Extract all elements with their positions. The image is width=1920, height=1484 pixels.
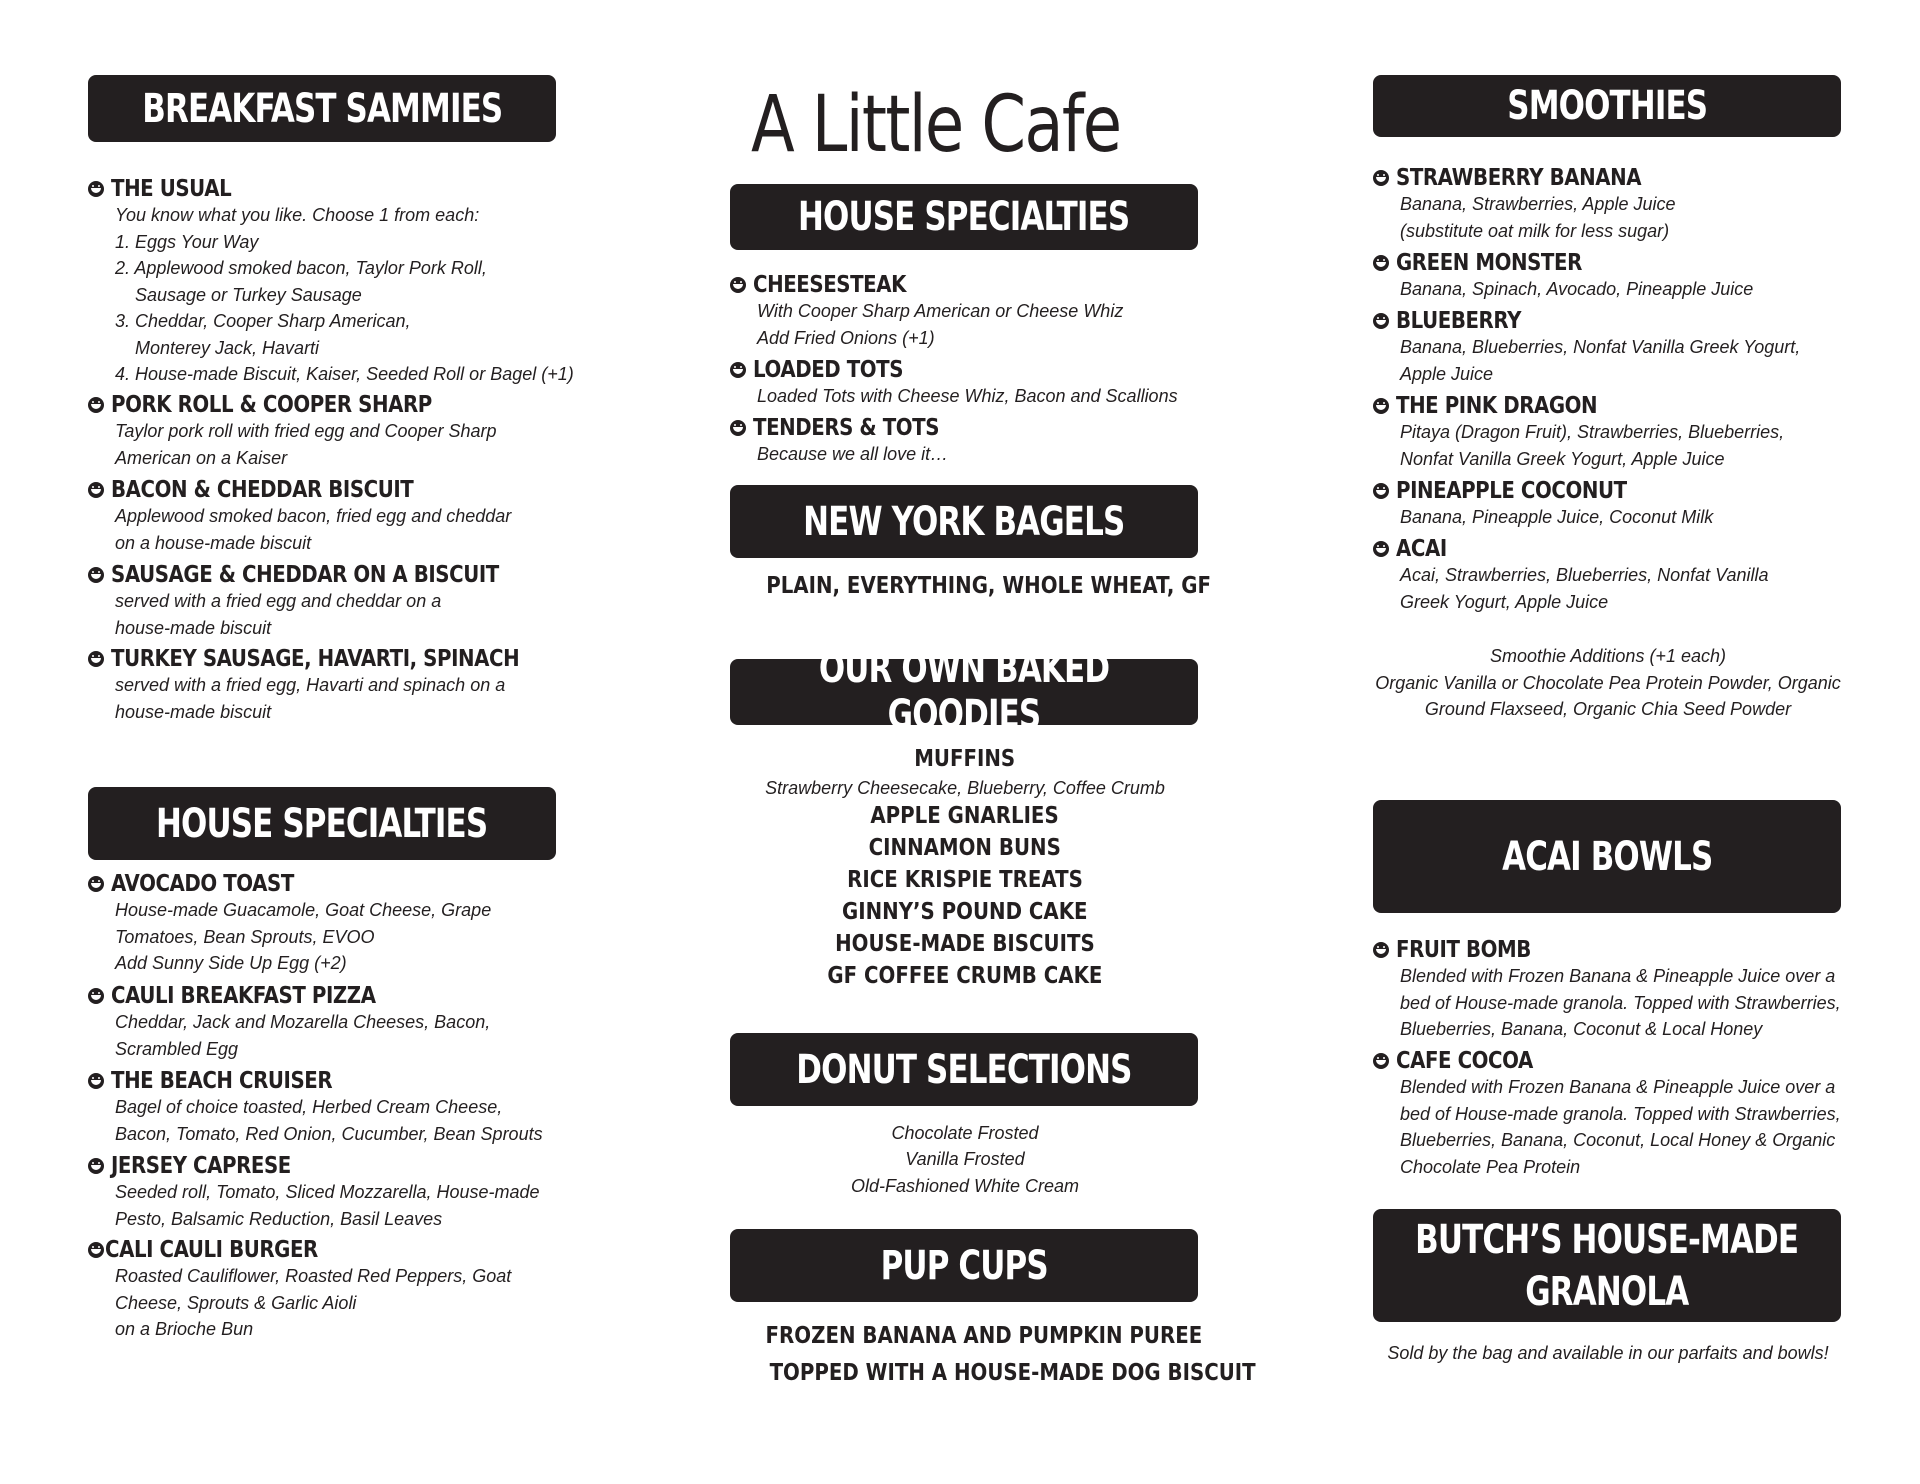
item-desc-line: Seeded roll, Tomato, Sliced Mozzarella, House-made [115,1182,540,1202]
item-desc-line: Apple Juice [1400,363,1494,384]
item-desc-line: Blended with Frozen Banana & Pineapple Juice over a [1400,966,1836,986]
menu-item [88,983,490,1062]
section-title: ACAI BOWLS [1501,833,1713,880]
item-name: SAUSAGE & CHEDDAR ON A BISCUIT [111,562,499,588]
item-name: THE PINK DRAGON [1396,393,1598,419]
item-name: STRAWBERRY BANANA [1396,165,1642,191]
smiley-icon [1373,255,1389,271]
menu-item [88,646,586,725]
item-desc-line: Greek Yogurt, Apple Juice [1400,591,1609,612]
donut-item: Chocolate Frosted [891,1123,1039,1143]
pup-cups-line [730,1323,1203,1349]
item-desc-line: Pesto, Balsamic Reduction, Basil Leaves [115,1208,443,1229]
pup-cups-text: TOPPED WITH A HOUSE-MADE DOG BISCUIT [769,1360,1256,1386]
item-name: CALI CAULI BURGER [105,1237,318,1263]
item-desc-line: Taylor pork roll with fried egg and Cooper Sharp [115,421,497,441]
item-desc-line: With Cooper Sharp American or Cheese Whiz [757,301,1124,321]
item-desc-line: 2. Applewood smoked bacon, Taylor Pork Roll, [115,258,487,278]
smiley-icon [1373,541,1389,557]
item-name: CAFE COCOA [1396,1048,1533,1074]
section-title: SMOOTHIES [1507,83,1707,129]
item-name: PORK ROLL & COOPER SHARP [111,392,432,418]
baked-item-text: GF COFFEE CRUMB CAKE [827,963,1103,989]
item-name: CHEESESTEAK [753,272,907,298]
item-desc-line: Acai, Strawberries, Blueberries, Nonfat Vanilla [1400,565,1769,585]
menu-item [730,415,969,468]
item-name: LOADED TOTS [753,357,904,383]
smiley-icon [88,1073,104,1089]
pup-cups-line [730,1360,1256,1386]
granola-header [1373,1209,1841,1322]
item-desc-line: Banana, Pineapple Juice, Coconut Milk [1400,507,1714,527]
item-name: ACAI [1396,536,1447,562]
item-desc-line: Banana, Spinach, Avocado, Pineapple Juice [1400,279,1754,299]
baked-item-text: HOUSE-MADE BISCUITS [835,931,1095,957]
item-desc-line: Monterey Jack, Havarti [135,337,320,358]
smiley-icon [1373,483,1389,499]
smoothie-additions-line: Ground Flaxseed, Organic Chia Seed Powder [1424,699,1792,719]
item-desc-line: Roasted Cauliflower, Roasted Red Peppers, Goat [115,1266,512,1286]
muffin-flavors: Strawberry Cheesecake, Blueberry, Coffee Crumb [765,778,1165,798]
item-desc-line: served with a fried egg, Havarti and spinach on a [115,675,506,695]
section-title: GRANOLA [1525,1268,1689,1315]
logo-text: A Little Cafe [751,80,1121,170]
smiley-icon [1373,313,1389,329]
item-desc-line: 4. House-made Biscuit, Kaiser, Seeded Roll or Bagel (+1) [115,364,574,384]
baked-item [730,867,1200,893]
pup-cups-header [730,1229,1198,1302]
item-desc-line: Pitaya (Dragon Fruit), Strawberries, Blueberries, [1400,422,1785,442]
baked-item-text: RICE KRISPIE TREATS [847,867,1083,893]
pup-cups-text: FROZEN BANANA AND PUMPKIN PUREE [765,1323,1203,1349]
smiley-icon [88,397,104,413]
item-desc-line: house-made biscuit [115,617,272,638]
menu-item [88,1068,543,1147]
item-name: TENDERS & TOTS [753,415,940,441]
item-desc-line: bed of House-made granola. Topped with Strawberries, [1400,992,1841,1013]
smiley-icon [88,651,104,667]
section-title: HOUSE SPECIALTIES [798,194,1130,240]
menu-item [730,272,1123,351]
smiley-icon [88,988,104,1004]
item-desc-line: Tomatoes, Bean Sprouts, EVOO [115,926,375,947]
item-desc-line: Sausage or Turkey Sausage [135,284,362,305]
acai-bowls-header [1373,800,1841,913]
menu-item [88,562,562,641]
house-specialties-header [730,184,1198,250]
new-york-bagels-header [730,485,1198,558]
item-desc-line: Scrambled Egg [115,1038,239,1059]
section-title: OUR OWN BAKED GOODIES [818,646,1110,738]
item-desc-line: Chocolate Pea Protein [1400,1156,1581,1177]
menu-item [88,1153,540,1232]
item-desc-line: Loaded Tots with Cheese Whiz, Bacon and Scallions [757,386,1178,406]
item-desc-line: (substitute oat milk for less sugar) [1400,220,1670,241]
cafe-logo [745,70,1195,180]
item-desc-line: on a Brioche Bun [115,1319,254,1339]
menu-item [730,357,1178,410]
smiley-icon [88,181,104,197]
menu-item [1373,536,1769,615]
section-title: PUP CUPS [880,1242,1048,1289]
smiley-icon [1373,170,1389,186]
house-specialties-header [88,787,556,860]
item-name: AVOCADO TOAST [111,871,294,897]
item-desc-line: Add Sunny Side Up Egg (+2) [115,953,347,973]
item-desc-line: Cheese, Sprouts & Garlic Aioli [115,1292,357,1313]
item-name: GREEN MONSTER [1396,250,1582,276]
item-desc-line: Because we all love it… [757,444,949,464]
item-desc-line: Cheddar, Jack and Mozarella Cheeses, Bacon, [115,1012,491,1032]
item-desc-line: 3. Cheddar, Cooper Sharp American, [115,311,411,331]
baked-item-text: APPLE GNARLIES [870,803,1060,829]
donut-selections-header [730,1033,1198,1106]
smiley-icon [1373,942,1389,958]
item-desc-line: American on a Kaiser [115,447,288,468]
item-desc-line: 1. Eggs Your Way [115,231,259,252]
item-desc-line: House-made Guacamole, Goat Cheese, Grape [115,900,492,920]
menu-item [88,477,511,556]
donut-item: Vanilla Frosted [905,1149,1025,1169]
item-name: TURKEY SAUSAGE, HAVARTI, SPINACH [111,646,520,672]
item-desc-line: Blueberries, Banana, Coconut, Local Honey & Organic [1400,1130,1836,1150]
menu-item [88,1237,511,1343]
item-desc-line: Add Fried Onions (+1) [757,327,935,348]
item-name: THE USUAL [111,176,232,202]
smiley-icon [730,420,746,436]
item-desc-line: Bacon, Tomato, Red Onion, Cucumber, Bean Sprouts [115,1123,543,1144]
item-name: THE BEACH CRUISER [111,1068,333,1094]
baked-item-text: CINNAMON BUNS [868,835,1062,861]
donut-item: Old-Fashioned White Cream [850,1176,1080,1196]
section-title: BREAKFAST SAMMIES [141,85,502,132]
item-name: PINEAPPLE COCONUT [1396,478,1627,504]
muffins-text: MUFFINS [914,746,1016,772]
section-title: DONUT SELECTIONS [796,1046,1132,1093]
item-name: FRUIT BOMB [1396,937,1531,963]
item-desc-line: house-made biscuit [115,701,272,722]
menu-item [88,392,497,471]
item-desc-line: bed of House-made granola. Topped with Strawberries, [1400,1103,1841,1124]
item-desc-line: Bagel of choice toasted, Herbed Cream Cheese, [115,1097,503,1117]
smiley-icon [88,1158,104,1174]
menu-item [1373,165,1681,244]
item-desc-line: on a house-made biscuit [115,532,312,553]
item-name: JERSEY CAPRESE [111,1153,291,1179]
item-desc-line: You know what you like. Choose 1 from each: [115,205,480,225]
baked-item [730,931,1200,957]
section-title: HOUSE SPECIALTIES [156,800,488,847]
menu-item [1373,1048,1841,1180]
smoothie-additions-line: Smoothie Additions (+1 each) [1490,646,1726,666]
smiley-icon [88,876,104,892]
smiley-icon [88,1242,104,1258]
smiley-icon [730,277,746,293]
baked-item [730,963,1200,989]
baked-goodies-header [730,646,1198,738]
baked-item-text: GINNY’S POUND CAKE [842,899,1088,925]
smoothies-header [1373,75,1841,137]
menu-item [1373,393,1784,472]
item-desc-line: Blueberries, Banana, Coconut & Local Honey [1400,1019,1763,1039]
smiley-icon [1373,1053,1389,1069]
smiley-icon [88,567,104,583]
baked-item [730,899,1200,925]
menu-item [88,176,574,388]
item-desc-line: Blended with Frozen Banana & Pineapple Juice over a [1400,1077,1836,1097]
smoothie-additions-line: Organic Vanilla or Chocolate Pea Protein Powder, Organic [1375,673,1841,693]
item-desc-line: served with a fried egg and cheddar on a [115,591,442,611]
section-title: NEW YORK BAGELS [803,498,1125,545]
menu-item [1373,937,1841,1043]
muffins-label [730,746,1200,772]
bagel-flavors [730,573,1211,599]
item-desc-line: Nonfat Vanilla Greek Yogurt, Apple Juice [1400,448,1725,469]
baked-item [730,803,1200,829]
baked-item [730,835,1200,861]
menu-item [88,871,491,977]
item-desc-line: Banana, Strawberries, Apple Juice [1400,194,1676,214]
menu-item [1373,308,1800,387]
menu-item [1373,250,1753,303]
breakfast-sammies-header [88,75,556,142]
section-title: BUTCH’S HOUSE-MADE [1415,1216,1799,1263]
smiley-icon [1373,398,1389,414]
item-desc-line: Applewood smoked bacon, fried egg and cheddar [115,506,512,526]
granola-note: Sold by the bag and available in our parfaits and bowls! [1387,1343,1829,1363]
item-desc-line: Banana, Blueberries, Nonfat Vanilla Greek Yogurt, [1400,337,1801,357]
smiley-icon [88,482,104,498]
item-name: BLUEBERRY [1396,308,1521,334]
menu-item [1373,478,1713,531]
smiley-icon [730,362,746,378]
item-name: CAULI BREAKFAST PIZZA [111,983,376,1009]
item-name: BACON & CHEDDAR BISCUIT [111,477,414,503]
bagel-list-text: PLAIN, EVERYTHING, WHOLE WHEAT, GF [766,573,1211,599]
